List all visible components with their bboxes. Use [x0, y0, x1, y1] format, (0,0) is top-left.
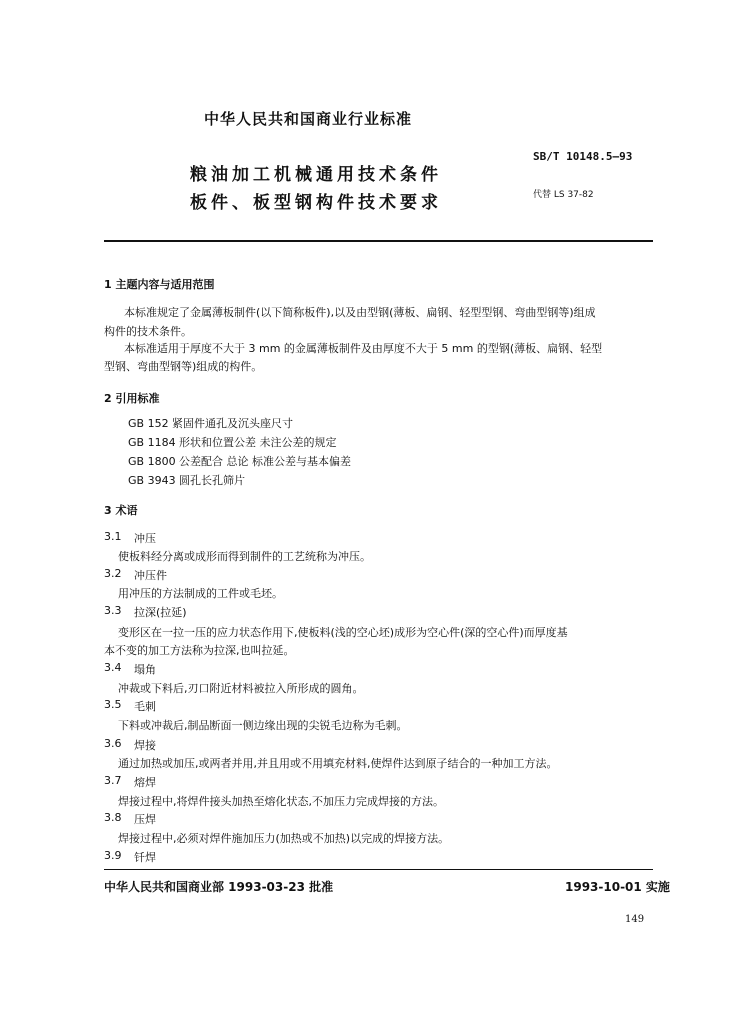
section-2-heading: 2 引用标准	[104, 392, 160, 405]
reference-item: GB 152 紧固件通孔及沉头座尺寸	[128, 417, 294, 430]
term-definition: 焊接过程中,将焊件接头加热至熔化状态,不加压力完成焊接的方法。	[118, 795, 444, 808]
term-name: 熔焊	[134, 776, 156, 789]
term-name: 塌角	[134, 663, 156, 676]
section-1-para2-line1: 本标准适用于厚度不大于 3 mm 的金属薄板制件及由厚度不大于 5 mm 的型钢(薄板、扁钢、轻型	[124, 342, 603, 355]
page-number: 149	[625, 914, 645, 925]
term-number: 3.2	[104, 567, 122, 580]
term-definition: 使板料经分离或成形而得到制件的工艺统称为冲压。	[118, 550, 371, 563]
footer-rule	[104, 869, 653, 870]
term-number: 3.3	[104, 604, 122, 617]
replaces-note: 代替 LS 37-82	[533, 190, 594, 200]
term-number: 3.5	[104, 698, 122, 711]
section-1-para1-line2: 构件的技术条件。	[104, 325, 192, 338]
section-1-heading: 1 主题内容与适用范围	[104, 278, 215, 291]
section-3-heading: 3 术语	[104, 504, 138, 517]
term-number: 3.7	[104, 774, 122, 787]
header-rule	[104, 240, 653, 242]
document-title-line1: 粮油加工机械通用技术条件	[190, 165, 442, 185]
term-number: 3.4	[104, 661, 122, 674]
term-definition: 冲裁或下料后,刃口附近材料被拉入所形成的圆角。	[118, 682, 364, 695]
term-number: 3.9	[104, 849, 122, 862]
approval-date: 中华人民共和国商业部 1993-03-23 批准	[104, 880, 334, 894]
reference-item: GB 1800 公差配合 总论 标准公差与基本偏差	[128, 455, 352, 468]
reference-item: GB 1184 形状和位置公差 未注公差的规定	[128, 436, 337, 449]
term-name: 拉深(拉延)	[134, 606, 187, 619]
term-name: 压焊	[134, 813, 156, 826]
term-name: 钎焊	[134, 851, 156, 864]
term-name: 冲压	[134, 532, 156, 545]
term-definition: 变形区在一拉一压的应力状态作用下,使板料(浅的空心坯)成形为空心件(深的空心件)而厚度基	[118, 626, 568, 639]
term-definition: 焊接过程中,必须对焊件施加压力(加热或不加热)以完成的焊接方法。	[118, 832, 450, 845]
standard-number: SB/T 10148.5—93	[533, 150, 633, 163]
document-title-line2: 板件、板型钢构件技术要求	[190, 193, 442, 213]
section-1-para2-line2: 型钢、弯曲型钢等)组成的构件。	[104, 360, 263, 373]
term-definition: 用冲压的方法制成的工件或毛坯。	[118, 587, 283, 600]
term-definition: 通过加热或加压,或两者并用,并且用或不用填充材料,使焊件达到原子结合的一种加工方法。	[118, 757, 558, 770]
issuing-body: 中华人民共和国商业行业标准	[204, 110, 413, 128]
implementation-date: 1993-10-01 实施	[565, 880, 670, 894]
section-1-para1-line1: 本标准规定了金属薄板制件(以下简称板件),以及由型钢(薄板、扁钢、轻型型钢、弯曲型钢等)组成	[124, 306, 596, 319]
term-number: 3.1	[104, 530, 122, 543]
term-definition: 下料或冲裁后,制品断面一侧边缘出现的尖锐毛边称为毛刺。	[118, 719, 408, 732]
term-definition: 本不变的加工方法称为拉深,也叫拉延。	[104, 644, 295, 657]
reference-item: GB 3943 圆孔长孔筛片	[128, 474, 246, 487]
term-name: 毛刺	[134, 700, 156, 713]
term-number: 3.6	[104, 737, 122, 750]
term-name: 焊接	[134, 739, 156, 752]
term-name: 冲压件	[134, 569, 167, 582]
term-number: 3.8	[104, 811, 122, 824]
